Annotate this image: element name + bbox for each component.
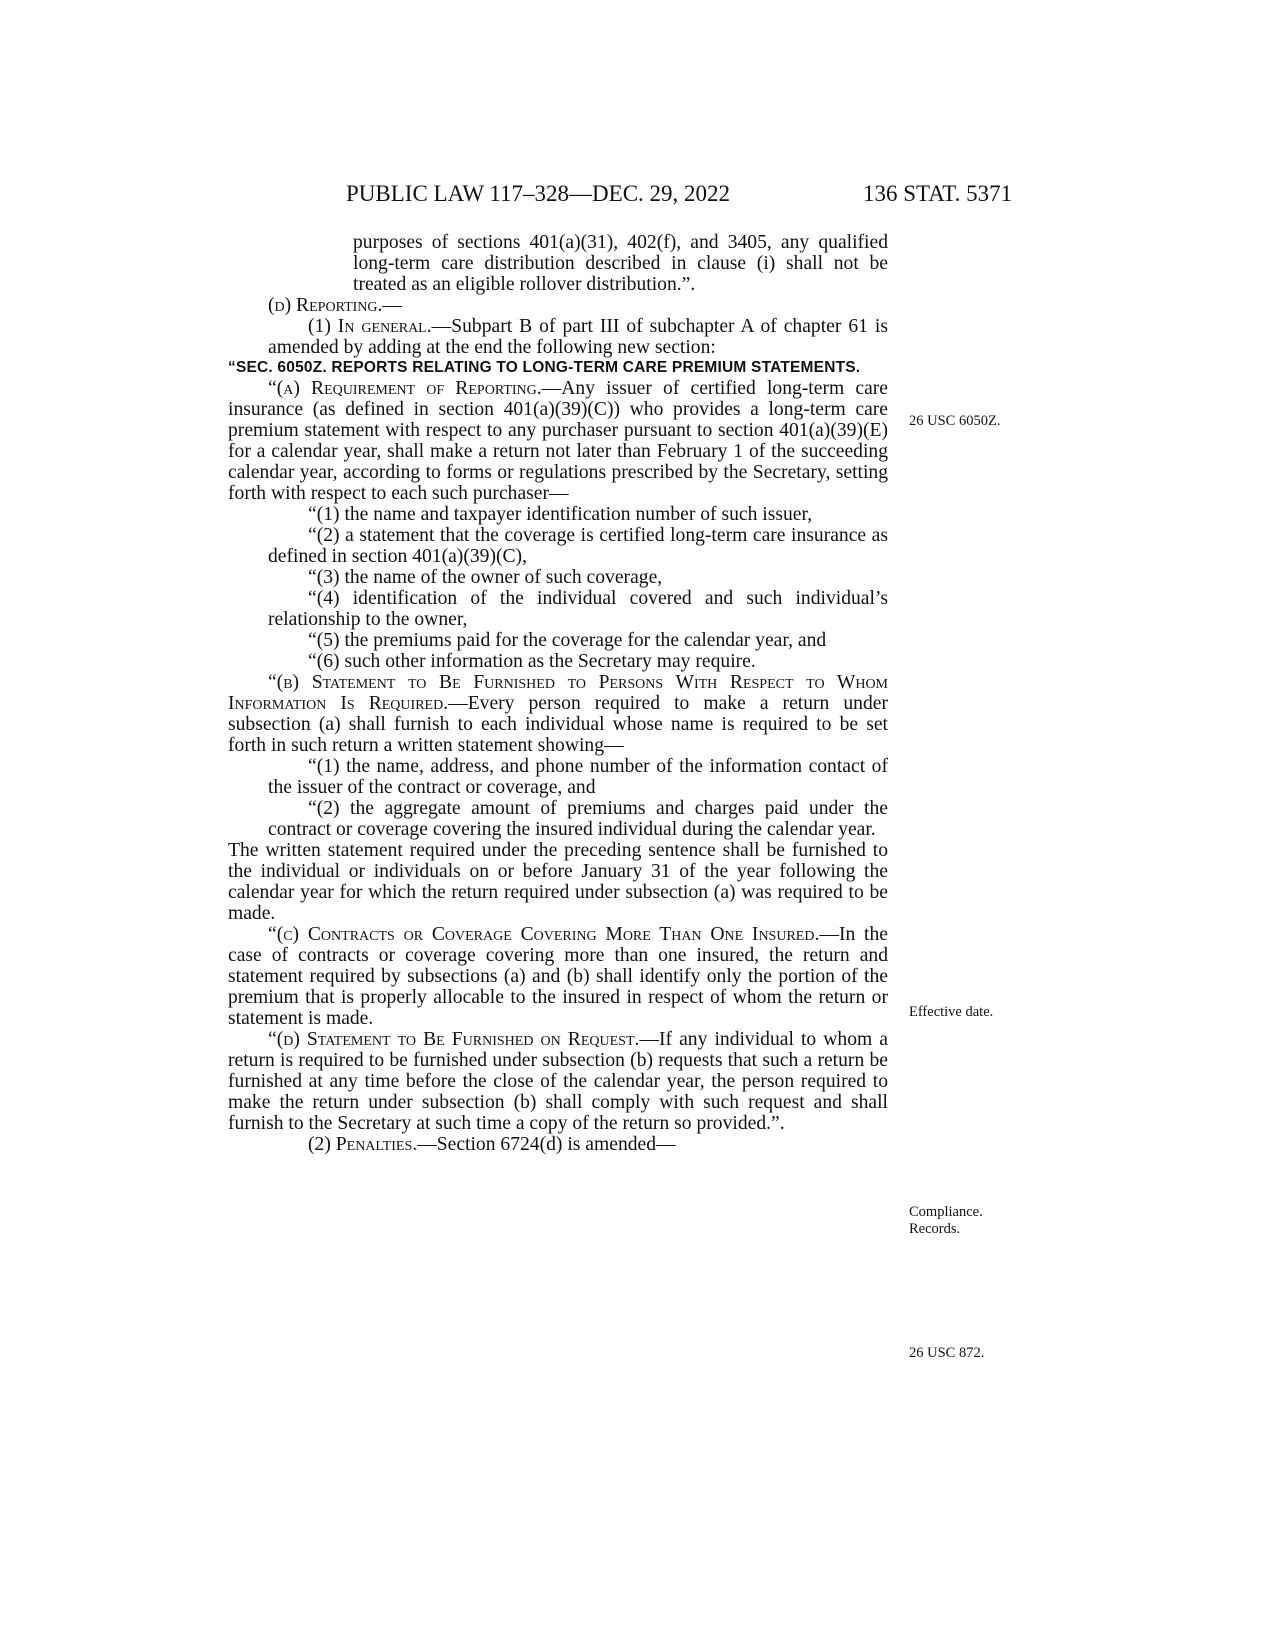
subsection-b-text: —Every person required to make a return under subsection (a) shall furnish to each individual whose name is required to be set forth in such return a written statement showing— [228,693,888,756]
paragraph-penalties-text: —Section 6724(d) is amended— [417,1134,676,1155]
paragraph-penalties [228,1134,888,1155]
subsection-b-item: “(2) the aggregate amount of premiums and charges paid under the contract or coverage covering the insured individual during the calendar year. [268,798,888,840]
subsection-a-item: “(1) the name and taxpayer identification number of such issuer, [308,504,813,525]
subsection-a-item: “(4) identification of the individual covered and such individual’s relationship to the owner, [268,588,888,630]
subsection-c [228,924,888,1029]
document-body [228,232,888,1155]
subsection-b [228,672,888,756]
subsection-a-item: “(3) the name of the owner of such coverage, [308,567,663,588]
statute-page-number: 136 STAT. 5371 [863,181,1013,206]
subsection-c-text: —In the case of contracts or coverage covering more than one insured, the return and statement required by subsections (a) and (b) shall identify only the portion of the premium that is properly allocable to the insured in respect of whom the return or statement is made. [228,924,888,1029]
subsection-a-heading: “(a) Requirement of Reporting. [268,378,542,399]
paragraph-d1 [228,316,888,358]
subsection-a-text: —Any issuer of certified long-term care insurance (as defined in section 401(a)(39)(C)) who provides a long-term care premium statement with respect to any purchaser pursuant to section 401(a)(39)(E) for a calendar year, shall make a return not later than February 1 of the succeeding calendar year, according to forms or regulations prescribed by the Secretary, setting forth with respect to each such purchaser— [228,378,888,504]
margin-note-effective-date: Effective date. [909,1004,994,1020]
margin-note-usc-872: 26 USC 872. [909,1345,985,1361]
margin-note-compliance: Compliance. [909,1204,983,1220]
subsection-b-heading: “(b) Statement to Be Furnished to Persons With Respect to Whom Information Is Required. [228,672,888,714]
subsection-d [228,1029,888,1134]
subsection-a-item: “(6) such other information as the Secretary may require. [308,651,756,672]
subsection-d2-heading: “(d) Statement to Be Furnished on Request. [268,1029,640,1050]
section-heading: “SEC. 6050Z. REPORTS RELATING TO LONG-TERM CARE PREMIUM STATEMENTS. [228,359,861,376]
subsection-d-heading: (d) Reporting.— [268,295,402,316]
subsection-d2-text: —If any individual to whom a return is required to be furnished under subsection (b) requests that such a return be furnished at any time before the close of the calendar year, the person required to make the return under subsection (b) shall comply with such request and shall furnish to the Secretary at such time a copy of the return so provided.”. [228,1029,888,1134]
subsection-a [228,378,888,504]
continued-paragraph: purposes of sections 401(a)(31), 402(f), and 3405, any qualified long-term care distribution described in clause (i) shall not be treated as an eligible rollover distribution.”. [353,232,888,295]
paragraph-penalties-heading: (2) Penalties. [308,1134,418,1155]
paragraph-d1-text: —Subpart B of part III of subchapter A of chapter 61 is amended by adding at the end the following new section: [268,316,888,358]
subsection-c-heading: “(c) Contracts or Coverage Covering More Than One Insured. [268,924,820,945]
paragraph-d1-heading: (1) In general. [308,316,432,337]
margin-note-usc-6050z: 26 USC 6050Z. [909,413,1001,429]
running-head-title: PUBLIC LAW 117–328—DEC. 29, 2022 [346,181,731,206]
margin-note-records: Records. [909,1221,961,1237]
subsection-a-item: “(2) a statement that the coverage is certified long-term care insurance as defined in section 401(a)(39)(C), [268,525,888,567]
subsection-b-flush-text: The written statement required under the preceding sentence shall be furnished to the individual or individuals on or before January 31 of the year following the calendar year for which the return required under subsection (a) was required to be made. [228,840,888,924]
subsection-a-item: “(5) the premiums paid for the coverage for the calendar year, and [308,630,827,651]
subsection-b-item: “(1) the name, address, and phone number of the information contact of the issuer of the contract or coverage, and [268,756,888,798]
